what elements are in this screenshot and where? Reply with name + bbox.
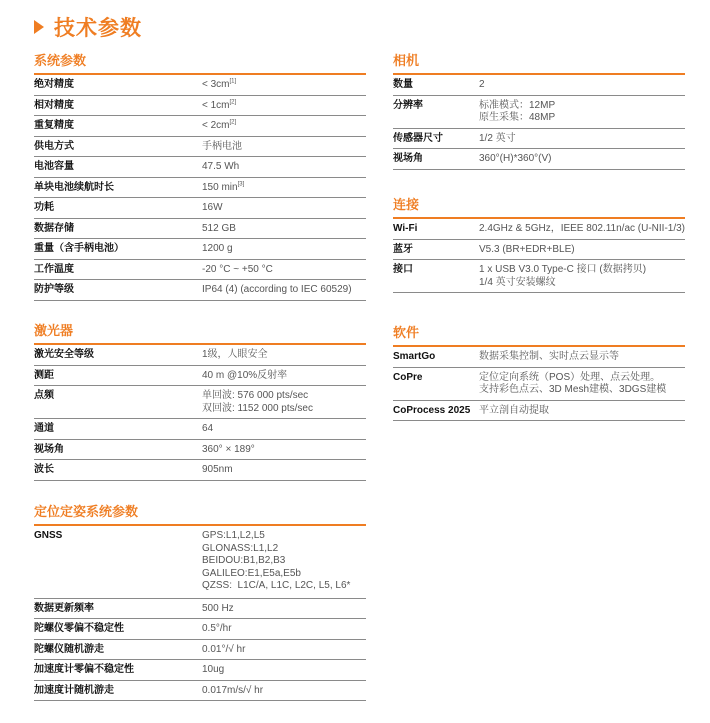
gnss-line: BEIDOU:B1,B2,B3 [202,555,286,566]
spec-row [34,280,366,301]
spec-key: 陀螺仪随机游走 [34,639,202,660]
spec-value-text: 905nm [202,464,233,475]
spec-key: 加速度计随机游走 [34,680,202,701]
spec-row [34,660,366,681]
spec-value [479,347,685,367]
spec-key: 传感器尺寸 [393,128,479,149]
spec-key: CoProcess 2025 [393,400,479,421]
spec-value-text: < 1cm[2] [202,99,237,111]
spec-value [479,95,685,128]
spec-row [34,345,366,365]
spec-key: Wi-Fi [393,219,479,239]
spec-row [34,95,366,116]
spec-value-text: 1/2 英寸 [479,132,516,144]
spec-value-text: 支持彩色点云、3D Mesh建模、3DGS建模 [479,384,667,395]
spec-value-text: 1级，人眼安全 [202,349,268,360]
spec-value-text: 500 Hz [202,602,234,614]
spec-key: 波长 [34,460,202,481]
spec-value [479,219,685,239]
spec-value-text: IP64 (4) (according to IEC 60529) [202,284,352,295]
spec-row [34,460,366,481]
spec-value [202,239,366,260]
spec-value [202,460,366,481]
spec-row [34,365,366,386]
spec-row [34,386,366,419]
spec-key: 测距 [34,365,202,386]
spec-key: 工作温度 [34,259,202,280]
spec-key: 视场角 [393,149,479,170]
spec-value [479,149,685,170]
spec-table [34,75,366,301]
spec-value [479,260,685,293]
spec-key: 功耗 [34,198,202,219]
spec-key: 陀螺仪零偏不稳定性 [34,619,202,640]
spec-value [202,345,366,365]
spec-row [34,177,366,198]
spec-value [202,75,366,95]
spec-row [34,680,366,701]
spec-row [34,198,366,219]
spec-row [393,149,685,170]
spec-value-text: 512 GB [202,222,236,234]
spec-row [34,239,366,260]
spec-value-text: 360°(H)*360°(V) [479,153,552,164]
spec-value-text: 10ug [202,664,225,675]
spec-value-text: 1/4 英寸安装螺纹 [479,276,556,288]
spec-value [202,419,366,440]
spec-value-text: 64 [202,423,214,434]
spec-value-text: 定位定向系统（POS）处理、点云处理。 [479,371,661,383]
spec-row [34,639,366,660]
spec-key: 视场角 [34,439,202,460]
spec-value-text: -20 °C ~ +50 °C [202,263,273,275]
spec-value [202,198,366,219]
spec-key: 绝对精度 [34,75,202,95]
spec-row [393,400,685,421]
section-title: 连接 [393,197,420,212]
spec-key: 点频 [34,386,202,419]
spec-value [202,386,366,419]
spec-value-text: < 2cm[2] [202,119,237,131]
spec-table [393,75,685,170]
spec-value [202,157,366,178]
spec-value-text: 1200 g [202,243,233,254]
spec-value-text: 原生采集：48MP [479,112,556,123]
spec-key: SmartGo [393,347,479,367]
spec-key: 数据更新频率 [34,598,202,619]
spec-row [34,218,366,239]
section-title: 激光器 [34,323,74,338]
spec-key: CoPre [393,367,479,400]
spec-key: 单块电池续航时长 [34,177,202,198]
footnote-ref: [1] [229,78,237,85]
spec-value-text: 1 x USB V3.0 Type-C 接口 (数据拷贝) [479,264,647,275]
spec-value-text: 47.5 Wh [202,161,240,172]
spec-row [34,439,366,460]
camera-section [393,53,685,170]
spec-key: 蓝牙 [393,239,479,260]
spec-value [202,619,366,640]
spec-row [393,367,685,400]
footnote-ref: [2] [229,119,237,126]
spec-value [202,526,366,598]
spec-key: 防护等级 [34,280,202,301]
spec-key: 通道 [34,419,202,440]
spec-key: 接口 [393,260,479,293]
spec-row [393,128,685,149]
spec-value [479,75,685,95]
spec-key: 重量（含手柄电池） [34,239,202,260]
spec-row [34,116,366,137]
spec-value [202,365,366,386]
spec-value-text: 0.017m/s/√ hr [202,684,264,696]
spec-key: 重复精度 [34,116,202,137]
spec-row [393,347,685,367]
spec-value-text: 标准模式：12MP [479,99,556,111]
spec-value [202,177,366,198]
spec-value-text: 2 [479,79,485,90]
spec-value [479,239,685,260]
spec-table [393,347,685,421]
spec-value [202,680,366,701]
spec-row [34,598,366,619]
spec-key: 相对精度 [34,95,202,116]
section-title: 软件 [393,325,420,340]
section-title: 定位定姿系统参数 [34,504,139,519]
spec-row [393,260,685,293]
spec-value-text: 0.5°/hr [202,623,232,634]
spec-value [202,639,366,660]
spec-row [393,219,685,239]
spec-value-text: 平立剖自动提取 [479,404,549,416]
spec-value-text: 360° × 189° [202,443,255,455]
spec-value [202,660,366,681]
spec-key: 电池容量 [34,157,202,178]
spec-value [479,367,685,400]
spec-value-text: 0.01°/√ hr [202,643,246,655]
spec-value-text: 16W [202,202,223,213]
footnote-ref: [2] [229,99,237,106]
software-section [393,325,685,421]
spec-value [202,439,366,460]
spec-row [34,419,366,440]
spec-row [393,239,685,260]
spec-key: 激光安全等级 [34,345,202,365]
page-header [34,12,142,42]
spec-table [34,526,366,701]
section-title: 系统参数 [34,53,87,68]
spec-value [202,136,366,157]
spec-value-text: 单回波: 576 000 pts/sec [202,390,309,401]
spec-value-text: 双回波: 1152 000 pts/sec [202,402,313,414]
spec-key: 加速度计零偏不稳定性 [34,660,202,681]
system-section [34,53,366,301]
spec-value [479,128,685,149]
laser-section [34,323,366,481]
gnss-line: GLONASS:L1,L2 [202,542,279,554]
spec-value-text: 150 min[3] [202,181,245,193]
spec-key: 供电方式 [34,136,202,157]
footnote-ref: [3] [237,181,245,188]
spec-value [202,218,366,239]
spec-key: 分辨率 [393,95,479,128]
spec-value-text: 手柄电池 [202,140,242,152]
spec-key: 数据存储 [34,218,202,239]
spec-value [202,259,366,280]
gnss-line: GALILEO:E1,E5a,E5b [202,567,301,579]
gnss-line: QZSS: L1C/A, L1C, L2C, L5, L6* [202,580,351,591]
spec-value-text: 2.4GHz & 5GHz，IEEE 802.11n/ac (U-NII-1/3) [479,223,686,234]
spec-value-text: 40 m @10%反射率 [202,369,288,381]
spec-value [479,400,685,421]
spec-key: GNSS [34,526,202,598]
spec-value [202,95,366,116]
spec-value-text: < 3cm[1] [202,78,237,90]
spec-value [202,116,366,137]
spec-row [34,157,366,178]
spec-value-text: V5.3 (BR+EDR+BLE) [479,243,575,255]
arrow-right-icon [34,20,44,34]
spec-row [34,619,366,640]
spec-row [393,75,685,95]
spec-table [34,345,366,481]
section-title: 相机 [393,53,420,68]
page-title: 技术参数 [54,17,142,40]
spec-key: 数量 [393,75,479,95]
gnss-line: GPS:L1,L2,L5 [202,530,265,541]
spec-value [202,280,366,301]
spec-value-text: 数据采集控制、实时点云显示等 [479,351,619,362]
connectivity-section [393,197,685,293]
spec-row [34,75,366,95]
spec-value [202,598,366,619]
spec-row [34,136,366,157]
spec-row [34,526,366,598]
positioning-section [34,504,366,701]
spec-row [393,95,685,128]
spec-table [393,219,685,293]
spec-row [34,259,366,280]
